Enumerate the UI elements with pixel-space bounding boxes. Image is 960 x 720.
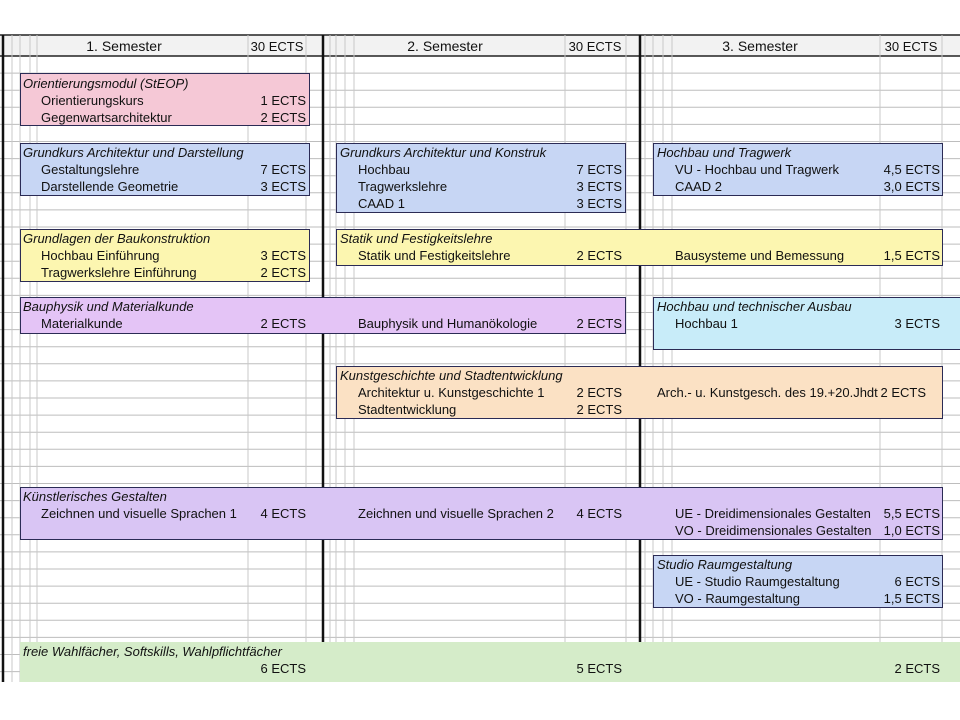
course-name: Tragwerkslehre Einführung: [41, 265, 197, 280]
semester-1-ects: 30 ECTS: [250, 38, 304, 54]
semester-3-ects: 30 ECTS: [884, 38, 938, 54]
course-ects: 3 ECTS: [894, 316, 940, 331]
module-title: Grundkurs Architektur und Konstruk: [340, 145, 547, 160]
course-ects: 7 ECTS: [576, 162, 622, 177]
module-title: Kunstgeschichte und Stadtentwicklung: [340, 368, 563, 383]
module-title: Künstlerisches Gestalten: [23, 489, 167, 504]
module-title: Hochbau und technischer Ausbau: [657, 299, 852, 314]
course-ects: 3 ECTS: [576, 179, 622, 194]
course-ects: 4,5 ECTS: [883, 162, 940, 177]
course-name: Bauphysik und Humanökologie: [358, 316, 538, 331]
course-ects: 1,5 ECTS: [883, 591, 940, 606]
course-ects: 2 ECTS: [894, 661, 940, 676]
module-title: Hochbau und Tragwerk: [657, 145, 792, 160]
course-ects: 2 ECTS: [576, 248, 622, 263]
course-name: Gestaltungslehre: [41, 162, 140, 177]
course-name: Architektur u. Kunstgeschichte 1: [358, 385, 545, 400]
module-title: Statik und Festigkeitslehre: [340, 231, 493, 246]
course-ects: 4 ECTS: [260, 506, 306, 521]
course-ects: 6 ECTS: [260, 661, 306, 676]
course-name: UE - Dreidimensionales Gestalten: [675, 506, 871, 521]
course-name: Materialkunde: [41, 316, 123, 331]
course-name: Hochbau Einführung: [41, 248, 160, 263]
course-ects: 3 ECTS: [260, 248, 306, 263]
course-name: CAAD 1: [358, 196, 405, 211]
course-ects: 3 ECTS: [576, 196, 622, 211]
course-ects: 5 ECTS: [576, 661, 622, 676]
module-title: Bauphysik und Materialkunde: [23, 299, 194, 314]
course-name: VO - Dreidimensionales Gestalten: [675, 523, 872, 538]
course-ects: 2 ECTS: [576, 316, 622, 331]
course-ects: 3 ECTS: [260, 179, 306, 194]
course-name: Hochbau 1: [675, 316, 738, 331]
course-name: Arch.- u. Kunstgesch. des 19.+20.Jhdt: [657, 385, 878, 400]
course-name: Stadtentwicklung: [358, 402, 457, 417]
semester-1-header: 1. Semester: [86, 38, 162, 54]
course-ects: 5,5 ECTS: [883, 506, 940, 521]
module-title: freie Wahlfächer, Softskills, Wahlpflichtfächer: [23, 644, 282, 659]
course-ects: 6 ECTS: [894, 574, 940, 589]
course-ects: 2 ECTS: [576, 385, 622, 400]
course-name: VU - Hochbau und Tragwerk: [675, 162, 840, 177]
module-title: Studio Raumgestaltung: [657, 557, 793, 572]
course-ects: 2 ECTS: [260, 316, 306, 331]
course-ects: 2 ECTS: [260, 265, 306, 280]
course-name: VO - Raumgestaltung: [675, 591, 801, 606]
course-name: Tragwerkslehre: [358, 179, 448, 194]
course-name: CAAD 2: [675, 179, 722, 194]
course-ects: 7 ECTS: [260, 162, 306, 177]
course-ects: 2 ECTS: [880, 385, 926, 400]
course-ects: 3,0 ECTS: [883, 179, 940, 194]
module-title: Grundkurs Architektur und Darstellung: [23, 145, 244, 160]
module-title: Orientierungsmodul (StEOP): [23, 76, 189, 91]
course-name: Statik und Festigkeitslehre: [358, 248, 511, 263]
semester-2-header: 2. Semester: [407, 38, 483, 54]
course-name: Zeichnen und visuelle Sprachen 1: [41, 506, 237, 521]
course-ects: 1,0 ECTS: [883, 523, 940, 538]
course-ects: 2 ECTS: [260, 110, 306, 125]
course-name: Orientierungskurs: [41, 93, 144, 108]
course-name: Darstellende Geometrie: [41, 179, 179, 194]
course-ects: 2 ECTS: [576, 402, 622, 417]
course-ects: 1 ECTS: [260, 93, 306, 108]
semester-2-ects: 30 ECTS: [568, 38, 622, 54]
module-title: Grundlagen der Baukonstruktion: [23, 231, 211, 246]
course-ects: 1,5 ECTS: [883, 248, 940, 263]
course-name: UE - Studio Raumgestaltung: [675, 574, 840, 589]
semester-3-header: 3. Semester: [722, 38, 798, 54]
course-name: Bausysteme und Bemessung: [675, 248, 845, 263]
course-name: Zeichnen und visuelle Sprachen 2: [358, 506, 554, 521]
course-name: Gegenwartsarchitektur: [41, 110, 172, 125]
course-name: Hochbau: [358, 162, 411, 177]
course-ects: 4 ECTS: [576, 506, 622, 521]
